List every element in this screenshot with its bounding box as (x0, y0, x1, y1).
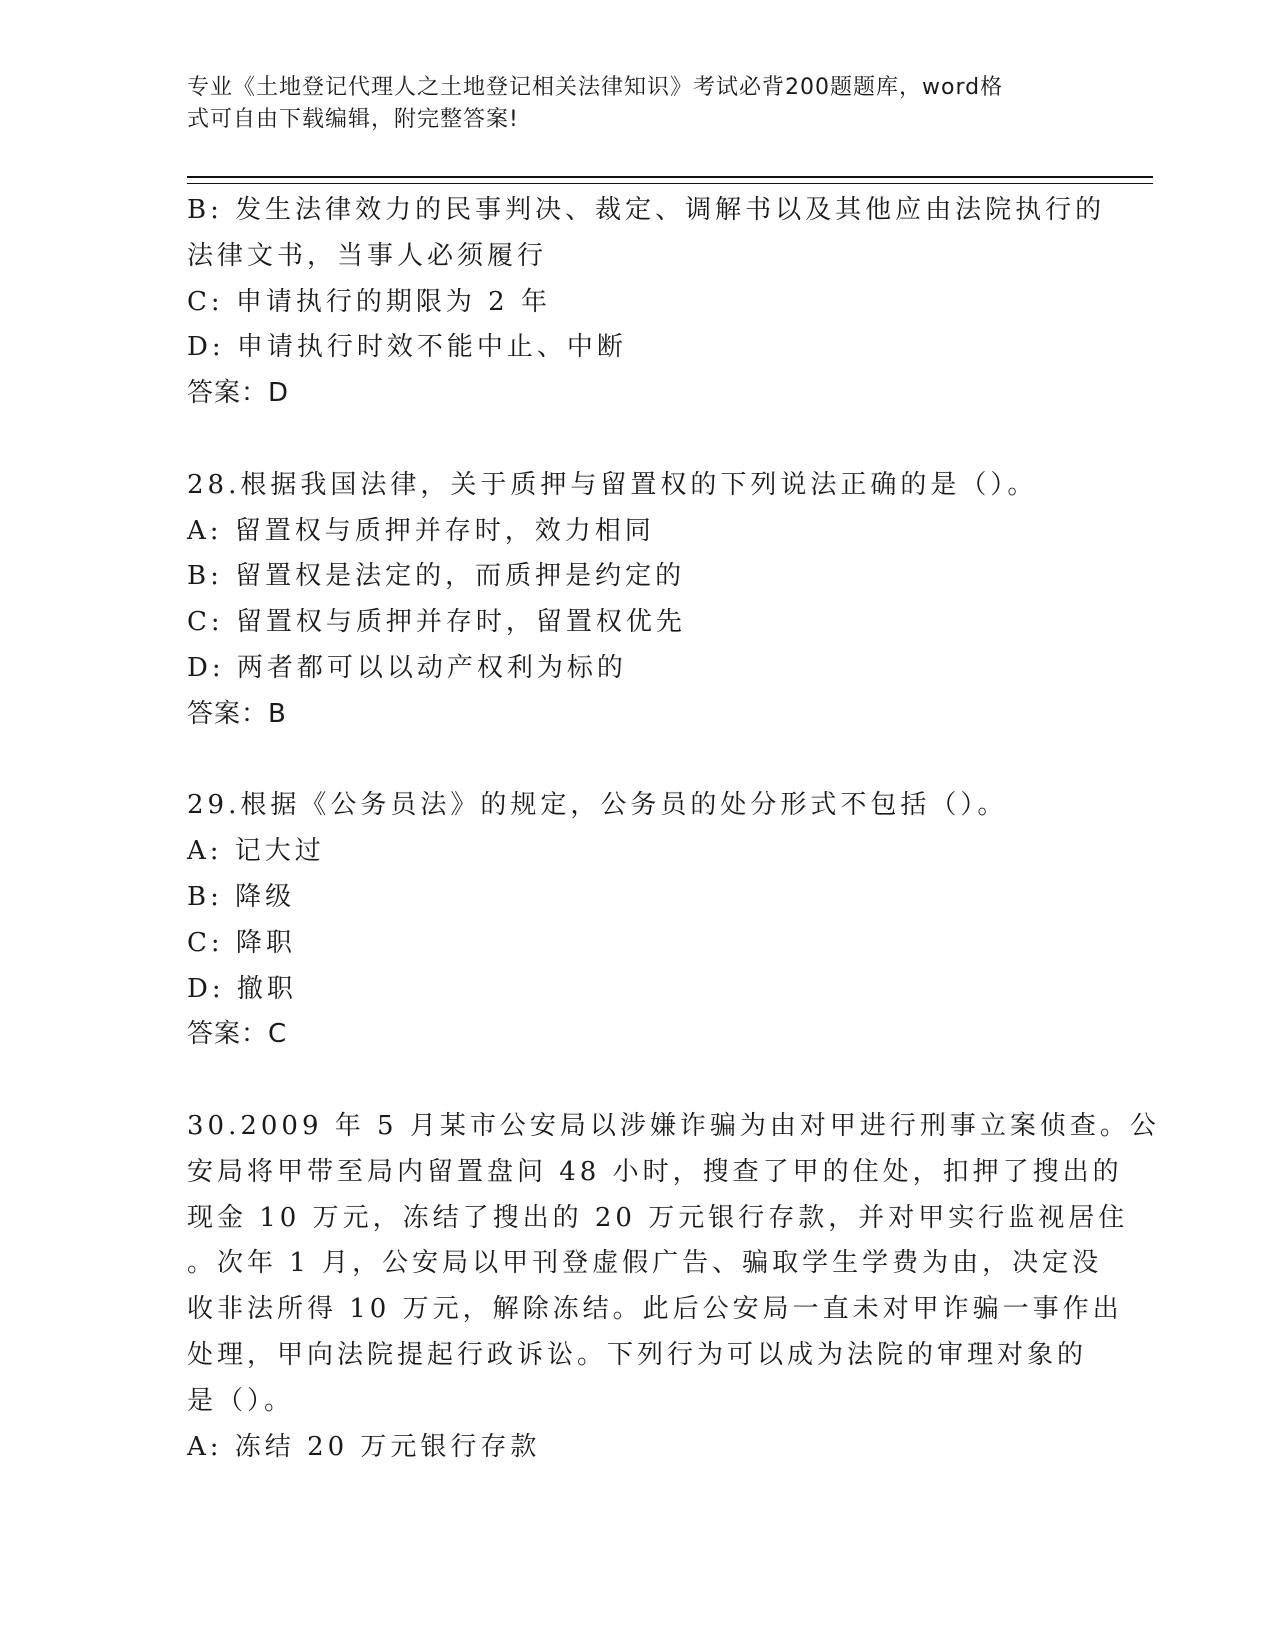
header-divider (187, 176, 1153, 184)
q28-option-d: D: 两者都可以以动产权利为标的 (187, 652, 627, 683)
spacer (187, 738, 1087, 784)
q28-option-c: C: 留置权与质押并存时，留置权优先 (187, 607, 686, 638)
q27-option-c: C: 申请执行的期限为 2 年 (187, 286, 551, 317)
q29-answer: 答案：C (187, 1019, 288, 1050)
header-line-2: 式可自由下载编辑，附完整答案! (187, 107, 519, 132)
spacer (187, 1058, 1087, 1104)
q29-option-d: D: 撤职 (187, 973, 297, 1004)
q30-stem-line-3: 现金 10 万元，冻结了搜出的 20 万元银行存款，并对甲实行监视居住 (187, 1202, 1129, 1233)
q27-option-b-line-1: B: 发生法律效力的民事判决、裁定、调解书以及其他应由法院执行的 (187, 195, 1106, 225)
q28-option-b: B: 留置权是法定的，而质押是约定的 (187, 561, 686, 592)
question-content (187, 188, 1160, 1470)
q30-stem-line-7: 是（）。 (187, 1385, 295, 1416)
q29-stem: 29.根据《公务员法》的规定，公务员的处分形式不包括（）。 (187, 790, 1008, 821)
q27-option-d: D: 申请执行时效不能中止、中断 (187, 332, 627, 363)
header-line-1: 专业《土地登记代理人之土地登记相关法律知识》考试必背200题题库，word格 (187, 75, 1004, 100)
q30-stem-line-6: 处理，甲向法院提起行政诉讼。下列行为可以成为法院的审理对象的 (187, 1339, 1088, 1370)
q29-option-c: C: 降职 (187, 927, 296, 958)
q30-stem-line-2: 安局将甲带至局内留置盘问 48 小时，搜查了甲的住处，扣押了搜出的 (187, 1156, 1123, 1187)
document-header (187, 72, 1087, 136)
q30-stem-line-5: 收非法所得 10 万元，解除冻结。此后公安局一直未对甲诈骗一事作出 (187, 1294, 1123, 1325)
q30-stem-line-4: 。次年 1 月，公安局以甲刊登虚假广告、骗取学生学费为由，决定没 (187, 1248, 1103, 1279)
q28-stem: 28.根据我国法律，关于质押与留置权的下列说法正确的是（）。 (187, 469, 1038, 500)
q28-answer: 答案：B (187, 698, 287, 729)
q30-option-a: A: 冻结 20 万元银行存款 (187, 1431, 541, 1462)
q28-option-a: A: 留置权与质押并存时，效力相同 (187, 515, 655, 546)
q29-option-b: B: 降级 (187, 881, 296, 912)
q27-option-b-line-2: 法律文书，当事人必须履行 (187, 240, 548, 271)
spacer (187, 417, 1087, 463)
q27-answer: 答案：D (187, 378, 290, 409)
q30-stem-line-1: 30.2009 年 5 月某市公安局以涉嫌诈骗为由对甲进行刑事立案侦查。公 (187, 1110, 1160, 1141)
q29-option-a: A: 记大过 (187, 836, 325, 867)
